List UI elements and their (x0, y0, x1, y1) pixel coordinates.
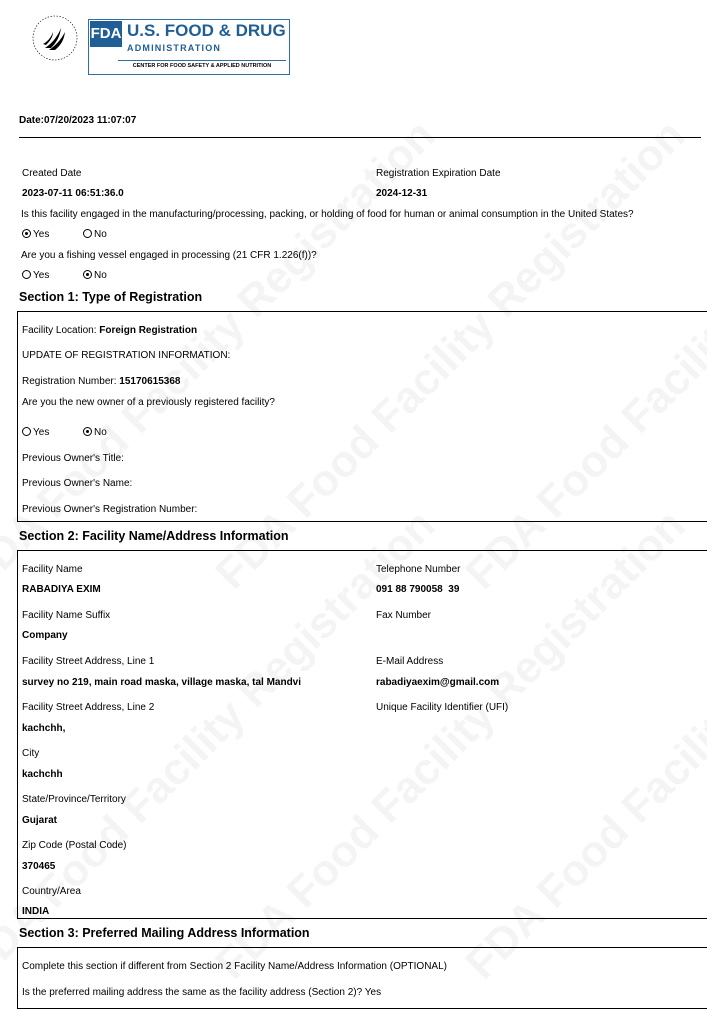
phone-label: Telephone Number (376, 564, 461, 575)
center-name: CENTER FOR FOOD SAFETY & APPLIED NUTRITION (118, 60, 286, 69)
q2-yes-label: Yes (33, 270, 50, 281)
state-value: Gujarat (22, 815, 58, 826)
street2-label: Facility Street Address, Line 2 (22, 702, 155, 713)
owner-yes-label: Yes (33, 427, 50, 438)
created-date-label: Created Date (22, 168, 82, 179)
q2-no-option[interactable] (83, 270, 107, 281)
zip-label: Zip Code (Postal Code) (22, 840, 127, 851)
fax-label: Fax Number (376, 610, 432, 621)
street1-label: Facility Street Address, Line 1 (22, 656, 155, 667)
owner-yes-option[interactable] (22, 427, 49, 438)
section3-note: Complete this section if different from Section 2 Facility Name/Address Information (OPTIONAL) (22, 961, 447, 972)
q1-no-label: No (94, 229, 107, 240)
phone-value: 091 88 790058 39 (376, 584, 460, 595)
radio-unselected-icon (22, 270, 31, 279)
registration-number-value: 15170615368 (119, 376, 181, 387)
expiration-date-value: 2024-12-31 (376, 188, 428, 199)
header-divider (19, 137, 701, 138)
owner-no-option[interactable] (83, 427, 107, 438)
registration-number-label: Registration Number: (22, 376, 120, 387)
section1-title: Section 1: Type of Registration (19, 290, 203, 304)
q2-no-label: No (94, 270, 107, 281)
created-date-value: 2023-07-11 06:51:36.0 (22, 188, 124, 199)
city-value: kachchh (22, 769, 63, 780)
print-date: Date:07/20/2023 11:07:07 (19, 115, 137, 126)
q1-yes-label: Yes (33, 229, 50, 240)
facility-suffix-label: Facility Name Suffix (22, 610, 111, 621)
state-label: State/Province/Territory (22, 794, 126, 805)
new-owner-question: Are you the new owner of a previously registered facility? (22, 397, 275, 408)
hhs-seal-icon (31, 14, 79, 62)
country-label: Country/Area (22, 886, 81, 897)
section3-title: Section 3: Preferred Mailing Address Information (19, 926, 310, 940)
section1-box (17, 311, 707, 522)
update-registration-line: UPDATE OF REGISTRATION INFORMATION: (22, 350, 231, 361)
previous-owner-name: Previous Owner's Name: (22, 478, 133, 489)
fishing-vessel-question: Are you a fishing vessel engaged in processing (21 CFR 1.226(f))? (21, 250, 317, 261)
street2-value: kachchh, (22, 723, 66, 734)
radio-selected-icon (83, 270, 92, 279)
radio-unselected-icon (83, 229, 92, 238)
section2-box (17, 550, 707, 919)
facility-suffix-value: Company (22, 630, 68, 641)
email-value: rabadiyaexim@gmail.com (376, 677, 500, 688)
city-label: City (22, 748, 40, 759)
agency-subtitle: ADMINISTRATION (127, 43, 222, 53)
previous-owner-registration: Previous Owner's Registration Number: (22, 504, 198, 515)
street1-value: survey no 219, main road maska, village maska, tal Mandvi (22, 677, 302, 688)
registration-number (22, 376, 180, 387)
fda-logo-tag: FDA (90, 21, 122, 47)
radio-unselected-icon (22, 427, 31, 436)
facility-name-label: Facility Name (22, 564, 83, 575)
previous-owner-title: Previous Owner's Title: (22, 453, 124, 464)
q1-no-option[interactable] (83, 229, 107, 240)
facility-location-value: Foreign Registration (99, 325, 198, 336)
email-label: E-Mail Address (376, 656, 444, 667)
ufi-label: Unique Facility Identifier (UFI) (376, 702, 509, 713)
country-value: INDIA (22, 906, 50, 917)
food-facility-question: Is this facility engaged in the manufacturing/processing, packing, or holding of food for human or animal consumption in the United States? (21, 209, 634, 220)
expiration-date-label: Registration Expiration Date (376, 168, 501, 179)
facility-location (22, 325, 197, 336)
section2-title: Section 2: Facility Name/Address Information (19, 529, 289, 543)
agency-name: U.S. FOOD & DRUG (127, 21, 286, 40)
radio-selected-icon (83, 427, 92, 436)
q2-yes-option[interactable] (22, 270, 49, 281)
owner-no-label: No (94, 427, 107, 438)
facility-location-label: Facility Location: (22, 325, 100, 336)
q1-yes-option[interactable] (22, 229, 49, 240)
facility-name-value: RABADIYA EXIM (22, 584, 101, 595)
same-address-question: Is the preferred mailing address the same as the facility address (Section 2)? Yes (22, 987, 382, 998)
zip-value: 370465 (22, 861, 56, 872)
radio-selected-icon (22, 229, 31, 238)
